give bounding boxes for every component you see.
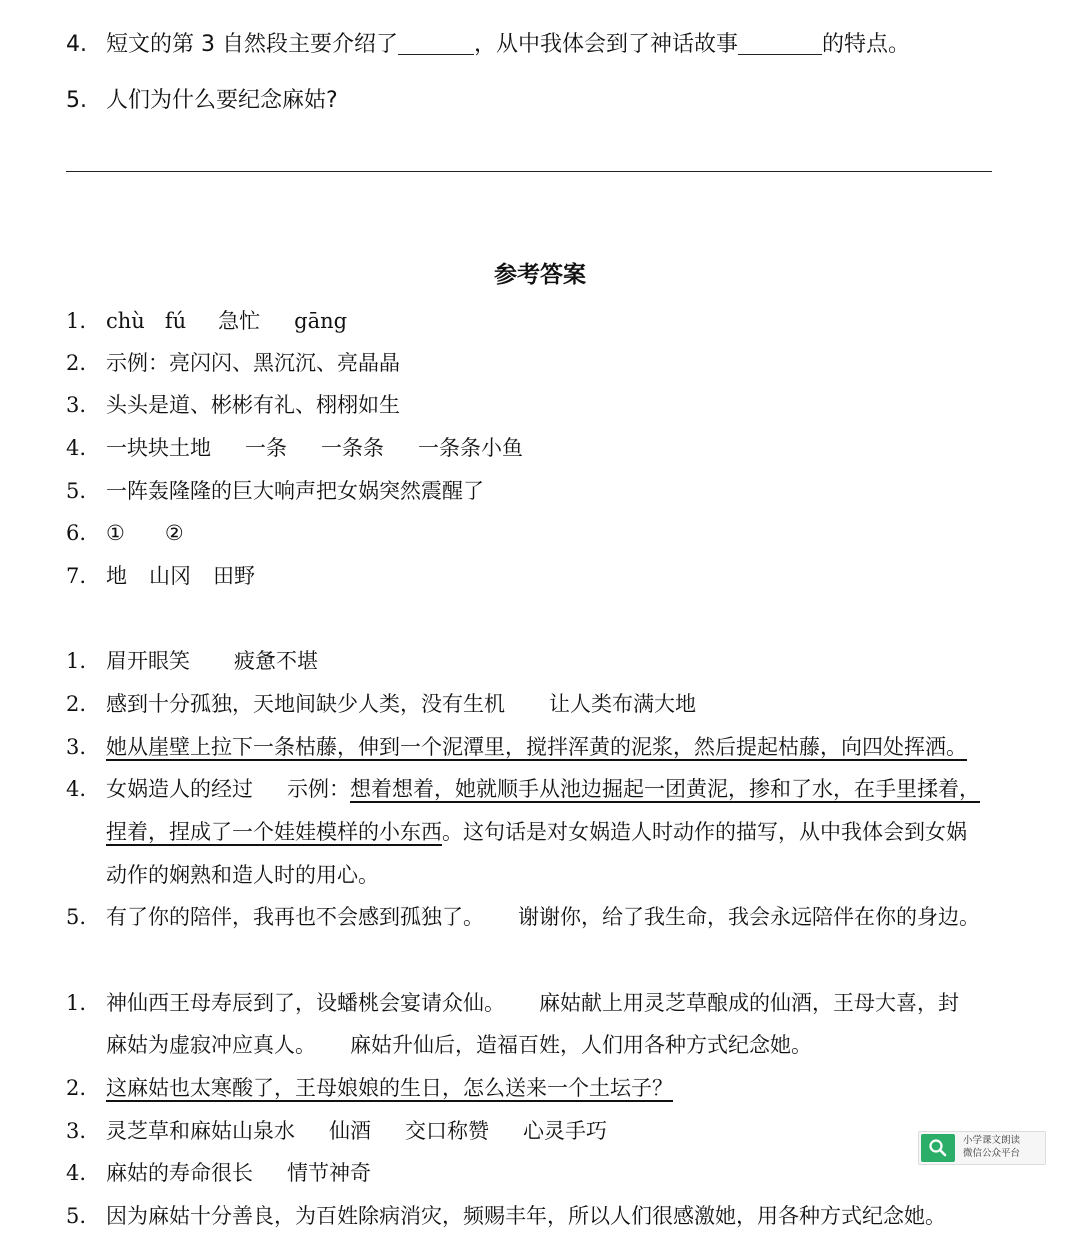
answer-row: 2. 这麻姑也太寒酸了，王母娘娘的生日，怎么送来一个土坛子？	[66, 1076, 673, 1100]
answer-row: 1. 神仙西王母寿辰到了，设蟠桃会宴请众仙。 麻姑献上用灵芝草酿成的仙酒，王母大喜，封	[66, 991, 959, 1015]
answers-title: 参考答案	[494, 262, 586, 288]
answer-row: 6. ① ②	[66, 521, 184, 545]
answer-row: 1. chù fú 急忙 gāng	[66, 309, 348, 333]
answer-row: 5. 有了你的陪伴，我再也不会感到孤独了。 谢谢你，给了我生命，我会永远陪伴在你的身边。	[66, 905, 980, 929]
answer-row: 7. 地 山冈 田野	[66, 564, 255, 588]
answer-row-continued: 动作的娴熟和造人时的用心。	[106, 863, 379, 887]
answer-row: 3. 灵芝草和麻姑山泉水 仙酒 交口称赞 心灵手巧	[66, 1119, 607, 1143]
search-icon	[921, 1134, 955, 1162]
question-5: 5. 人们为什么要纪念麻姑?	[66, 88, 338, 113]
answer-row: 5. 一阵轰隆隆的巨大响声把女娲突然震醒了	[66, 479, 484, 503]
watermark-line-1: 小学课文朗读	[963, 1135, 1021, 1146]
answer-row: 3. 她从崖壁上拉下一条枯藤，伸到一个泥潭里，搅拌浑黄的泥浆，然后提起枯藤，向四处挥洒。	[66, 735, 967, 759]
answer-blank	[398, 30, 474, 55]
answer-row: 4. 女娲造人的经过 示例：想着想着，她就顺手从池边掘起一团黄泥，掺和了水，在手里揉着，	[66, 777, 980, 801]
answer-row: 3. 头头是道、彬彬有礼、栩栩如生	[66, 393, 400, 417]
answer-row: 4. 一块块土地 一条 一条条 一条条小鱼	[66, 436, 523, 460]
wechat-watermark	[918, 1131, 1046, 1165]
answer-row: 2. 感到十分孤独，天地间缺少人类，没有生机 让人类布满大地	[66, 692, 696, 716]
answer-blank	[738, 30, 822, 55]
answer-row: 2. 示例：亮闪闪、黑沉沉、亮晶晶	[66, 351, 400, 375]
watermark-line-2: 微信公众平台	[963, 1148, 1021, 1159]
answer-row-continued: 捏着，捏成了一个娃娃模样的小东西。这句话是对女娲造人时动作的描写，从中我体会到女娲	[106, 820, 967, 844]
question-4: 4. 短文的第 3 自然段主要介绍了 ，从中我体会到了神话故事 的特点。	[66, 32, 911, 57]
answer-row: 1. 眉开眼笑 疲惫不堪	[66, 649, 318, 673]
answer-row-continued: 麻姑为虚寂冲应真人。 麻姑升仙后，造福百姓，人们用各种方式纪念她。	[106, 1033, 812, 1057]
answer-row: 5. 因为麻姑十分善良，为百姓除病消灾，频赐丰年，所以人们很感激她，用各种方式纪念她。	[66, 1204, 946, 1228]
answer-row: 4. 麻姑的寿命很长 情节神奇	[66, 1161, 371, 1185]
answer-line	[66, 171, 992, 172]
